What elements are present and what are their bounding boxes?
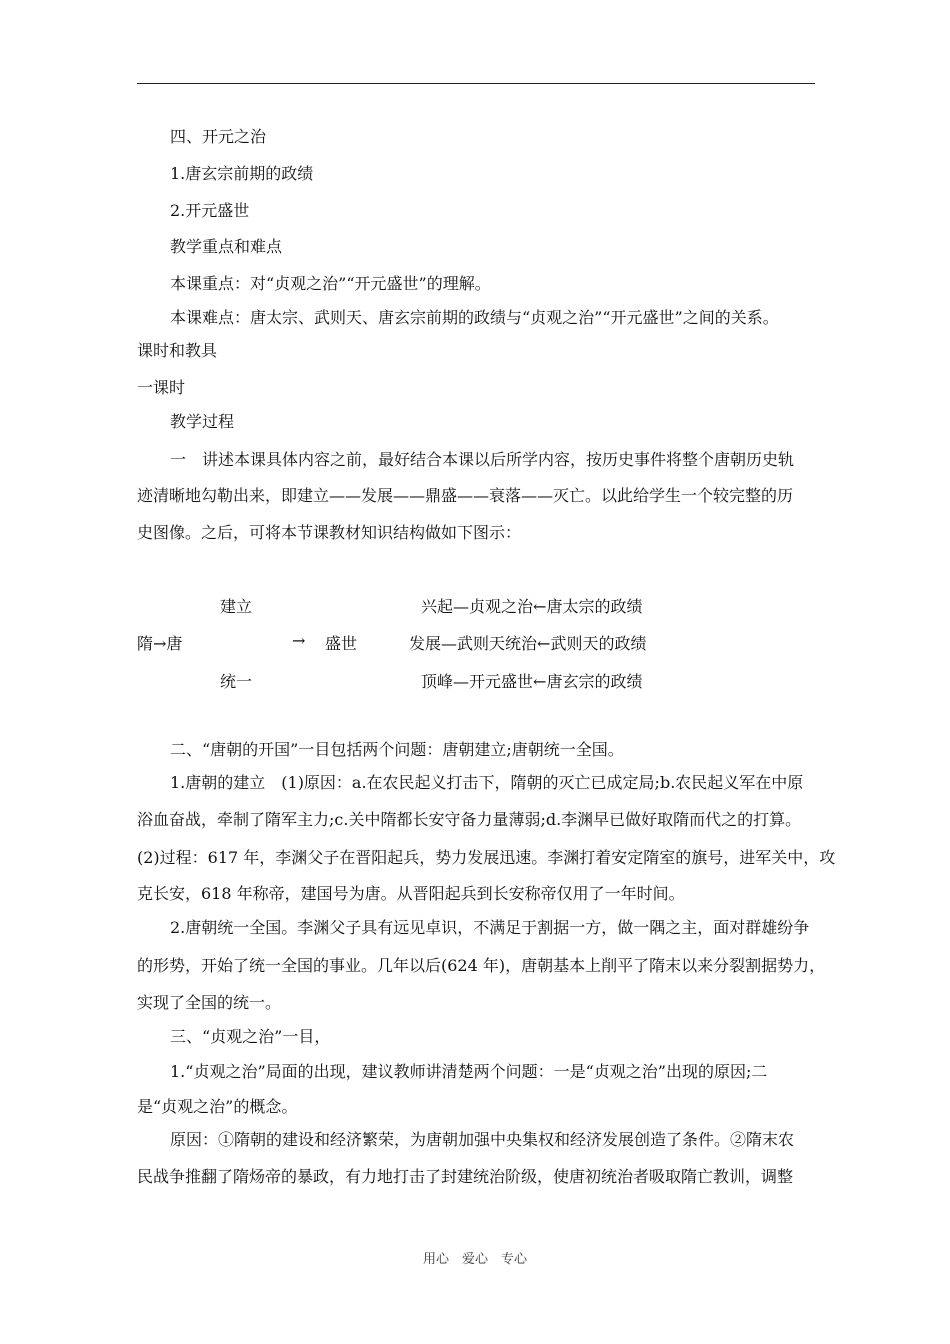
paragraph-line: 一课时 bbox=[137, 378, 186, 397]
stage-label: 统一 bbox=[220, 672, 253, 691]
paragraph-line: 实现了全国的统一。 bbox=[137, 993, 282, 1012]
paragraph-line: 史图像。之后，可将本节课教材知识结构做如下图示： bbox=[137, 523, 522, 542]
row-stage: 顶峰 bbox=[421, 672, 454, 691]
diagram-right: 唐 bbox=[166, 634, 183, 653]
section-heading-founding: 二、“唐朝的开国”一目包括两个问题：唐朝建立;唐朝统一全国。 bbox=[170, 740, 624, 759]
paragraph-line: 1.唐朝的建立 (1)原因：a.在农民起义打击下，隋朝的灭亡已成定局;b.农民起义军在中原 bbox=[170, 773, 804, 792]
list-item: 2.开元盛世 bbox=[170, 201, 250, 220]
row-era: 开元盛世 bbox=[469, 672, 534, 691]
row-era: 武则天统治 bbox=[457, 634, 538, 653]
section-heading-zhenguan: 三、“贞观之治”一目， bbox=[170, 1027, 331, 1046]
paragraph-line: 2.唐朝统一全国。李渊父子具有远见卓识，不满足于割据一方，做一隅之主，面对群雄纷争 bbox=[170, 918, 810, 937]
paragraph-line: 原因：①隋朝的建设和经济繁荣，为唐朝加强中央集权和经济发展创造了条件。②隋末农 bbox=[170, 1130, 795, 1149]
paragraph-line: 1.“贞观之治”局面的出现，建议教师讲清楚两个问题：一是“贞观之治”出现的原因;二 bbox=[170, 1062, 768, 1081]
section-heading-focus: 教学重点和难点 bbox=[170, 237, 283, 256]
paragraph-line: 克长安，618 年称帝，建国号为唐。从晋阳起兵到长安称帝仅用了一年时间。 bbox=[137, 884, 685, 903]
paragraph-line: 民战争推翻了隋炀帝的暴政，有力地打击了封建统治阶级，使唐初统治者吸取隋亡教训，调整 bbox=[137, 1167, 794, 1186]
row-stage: 发展 bbox=[409, 634, 442, 653]
paragraph-line: 的形势，开始了统一全国的事业。几年以后(624 年)，唐朝基本上削平了隋末以来分裂割据势力， bbox=[137, 956, 826, 975]
left-arrow-icon: ← bbox=[537, 634, 551, 653]
paragraph-line: 本课难点：唐太宗、武则天、唐玄宗前期的政绩与“贞观之治”“开元盛世”之间的关系。 bbox=[170, 308, 779, 327]
left-arrow-icon: ← bbox=[533, 597, 547, 616]
diagram-left: 隋 bbox=[137, 634, 154, 653]
paragraph-line: 迹清晰地勾勒出来，即建立——发展——鼎盛——衰落——灭亡。以此给学生一个较完整的历 bbox=[137, 486, 794, 505]
row-ruler: 唐太宗的政绩 bbox=[546, 597, 643, 616]
left-arrow-icon: ← bbox=[533, 672, 547, 691]
right-arrow-icon: → bbox=[153, 634, 167, 653]
dash-icon: — bbox=[441, 634, 458, 653]
paragraph-line: 是“贞观之治”的概念。 bbox=[137, 1097, 298, 1116]
diagram-row bbox=[421, 669, 642, 692]
dash-icon: — bbox=[453, 672, 470, 691]
section-heading-kaiyuan: 四、开元之治 bbox=[170, 127, 267, 146]
paragraph-line: 本课重点：对“贞观之治”“开元盛世”的理解。 bbox=[170, 274, 491, 293]
header-rule bbox=[137, 83, 815, 84]
page-footer: 用心 爱心 专心 bbox=[422, 1252, 527, 1267]
section-heading-process: 教学过程 bbox=[170, 412, 235, 431]
row-ruler: 武则天的政绩 bbox=[550, 634, 647, 653]
diagram-row bbox=[421, 594, 642, 617]
diagram-row bbox=[409, 631, 646, 654]
diagram-mid: 盛世 bbox=[325, 634, 358, 653]
dash-icon: — bbox=[453, 597, 470, 616]
paragraph-line: (2)过程：617 年，李渊父子在晋阳起兵，势力发展迅速。李渊打着安定隋室的旗号，进军关中，攻 bbox=[137, 848, 836, 867]
section-heading-hours: 课时和教具 bbox=[137, 341, 218, 360]
row-stage: 兴起 bbox=[421, 597, 454, 616]
row-ruler: 唐玄宗的政绩 bbox=[546, 672, 643, 691]
list-item: 1.唐玄宗前期的政绩 bbox=[170, 164, 314, 183]
paragraph-line: 一 讲述本课具体内容之前，最好结合本课以后所学内容，按历史事件将整个唐朝历史轨 bbox=[170, 450, 795, 469]
right-arrow-icon: → bbox=[292, 631, 306, 650]
diagram-origin bbox=[137, 631, 182, 654]
stage-label: 建立 bbox=[220, 597, 253, 616]
row-era: 贞观之治 bbox=[469, 597, 534, 616]
paragraph-line: 浴血奋战，牵制了隋军主力;c.关中隋都长安守备力量薄弱;d.李渊早已做好取隋而代之的打算。 bbox=[137, 810, 802, 829]
